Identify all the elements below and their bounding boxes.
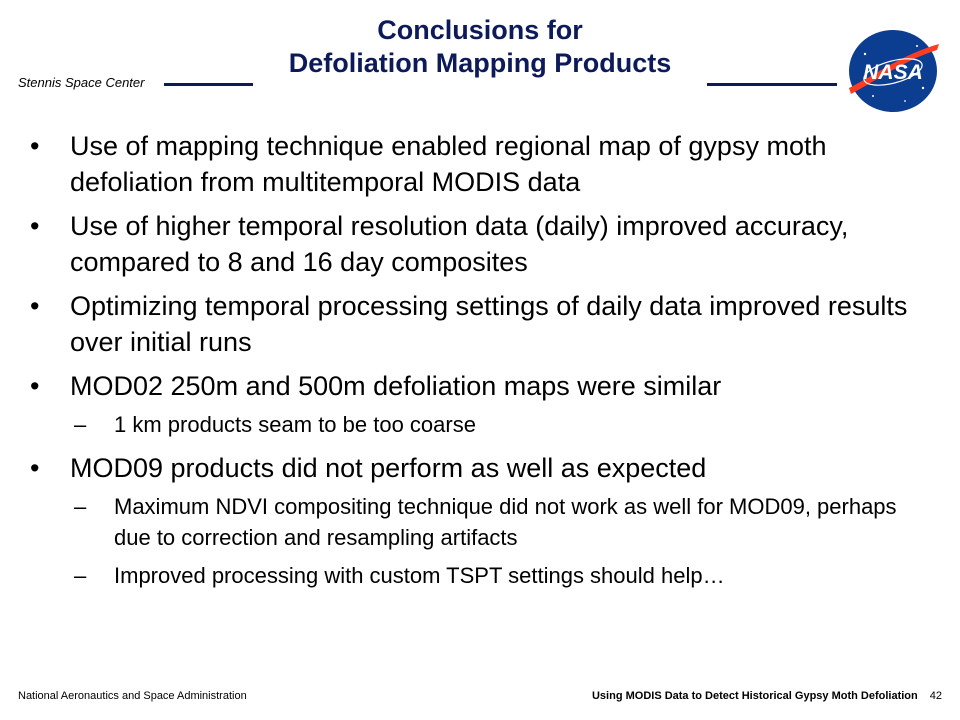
sub-bullet-text: Improved processing with custom TSPT settings should help…: [114, 563, 725, 588]
page-number: 42: [929, 690, 942, 702]
header-rule-right: [707, 83, 837, 86]
header-rule-left: [164, 83, 253, 86]
footer-organization: National Aeronautics and Space Administration: [18, 690, 247, 702]
bullet-dot: •: [30, 291, 40, 321]
center-label: Stennis Space Center: [18, 75, 145, 90]
page-title: [130, 14, 830, 80]
bullet-text: MOD09 products did not perform as well as expected: [70, 453, 707, 483]
bullet-item: [30, 450, 910, 486]
bullet-text: Use of mapping technique enabled regional map of gypsy moth defoliation from multitemporal MODIS data: [70, 131, 827, 197]
sub-bullet-dash: –: [74, 563, 87, 588]
nasa-logo-text: NASA: [863, 61, 923, 84]
sub-bullet-item: [30, 560, 910, 591]
sub-bullet-dash: –: [74, 412, 87, 437]
footer-title-text: Using MODIS Data to Detect Historical Gypsy Moth Defoliation: [591, 690, 918, 702]
bullet-text: Use of higher temporal resolution data (daily) improved accuracy, compared to 8 and 16 day composites: [70, 211, 849, 277]
bullet-text: MOD02 250m and 500m defoliation maps were similar: [70, 371, 722, 401]
bullet-item: [30, 128, 910, 200]
sub-bullet-text: Maximum NDVI compositing technique did not work as well for MOD09, perhaps due to correction and resampling artifacts: [114, 494, 897, 550]
sub-bullet-text: 1 km products seam to be too coarse: [114, 412, 476, 437]
bullet-text: Optimizing temporal processing settings of daily data improved results over initial runs: [70, 291, 908, 357]
title-line-2: Defoliation Mapping Products: [288, 48, 672, 78]
sub-bullet-item: [30, 409, 910, 440]
footer-presentation-title: [592, 690, 942, 702]
bullet-dot: •: [30, 453, 40, 483]
bullet-list: [30, 128, 910, 601]
bullet-item: [30, 208, 910, 280]
nasa-logo-icon: [843, 26, 943, 116]
sub-bullet-dash: –: [74, 494, 87, 519]
sub-bullet-item: [30, 491, 910, 553]
bullet-dot: •: [30, 211, 40, 241]
bullet-dot: •: [30, 131, 40, 161]
title-line-1: Conclusions for: [377, 15, 583, 45]
bullet-dot: •: [30, 371, 40, 401]
bullet-item: [30, 288, 910, 360]
bullet-item: [30, 368, 910, 404]
